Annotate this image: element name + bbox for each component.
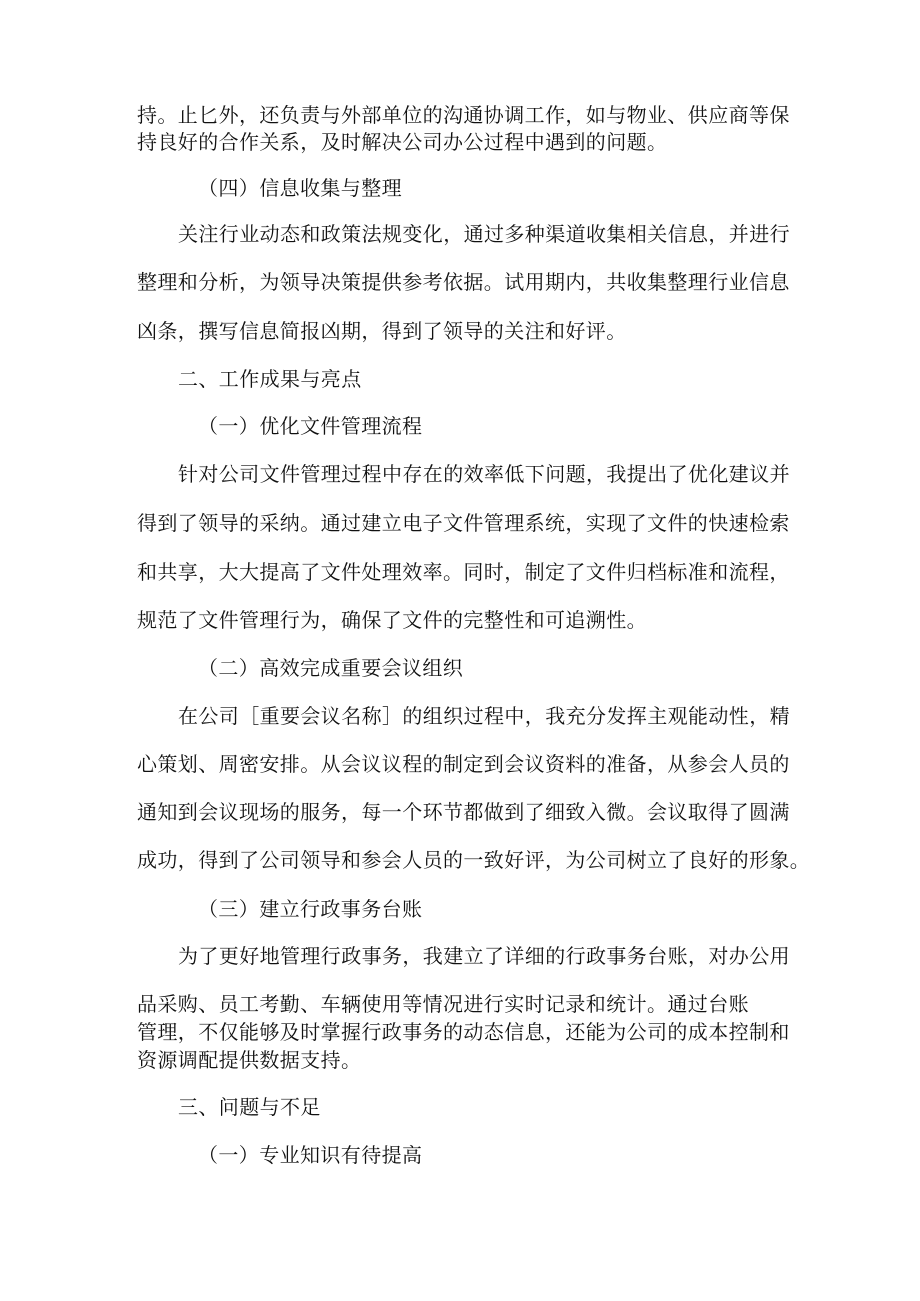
body-text-line: 品采购、员工考勤、车辆使用等情况进行实时记录和统计。通过台账 [137, 992, 749, 1016]
section-heading: 三、问题与不足 [178, 1095, 321, 1119]
body-text-line: 整理和分析，为领导决策提供参考依据。试用期内，共收集整理行业信息 [137, 270, 790, 294]
subsection-heading: （四）信息收集与整理 [198, 176, 402, 200]
subsection-heading: （二）高效完成重要会议组织 [198, 656, 464, 680]
body-text-line: 针对公司文件管理过程中存在的效率低下问题，我提出了优化建议并 [178, 462, 790, 486]
subsection-heading: （一）专业知识有待提高 [198, 1143, 423, 1167]
body-text-line: 规范了文件管理行为，确保了文件的完整性和可追溯性。 [137, 608, 647, 632]
body-text-line: 通知到会议现场的服务，每一个环节都做到了细致入微。会议取得了圆满 [137, 800, 790, 824]
body-text-line: 心策划、周密安排。从会议议程的制定到会议资料的准备，从参会人员的 [137, 752, 790, 776]
body-text-line: 得到了领导的采纳。通过建立电子文件管理系统，实现了文件的快速检索 [137, 511, 790, 535]
body-text-line: 凶条，撰写信息简报凶期，得到了领导的关注和好评。 [137, 319, 627, 343]
subsection-heading: （一）优化文件管理流程 [198, 414, 423, 438]
body-text-line: 成功，得到了公司领导和参会人员的一致好评，为公司树立了良好的形象。 [137, 848, 811, 872]
body-text-line: 关注行业动态和政策法规变化，通过多种渠道收集相关信息，并进行 [178, 222, 790, 246]
body-text-line: 持。止匕外，还负责与外部单位的沟通协调工作，如与物业、供应商等保 [137, 103, 790, 127]
body-text-line: 在公司［重要会议名称］的组织过程中，我充分发挥主观能动性，精 [178, 704, 790, 728]
section-heading: 二、工作成果与亮点 [178, 367, 362, 391]
body-text-line: 为了更好地管理行政事务，我建立了详细的行政事务台账，对办公用 [178, 944, 790, 968]
body-text-line: 管理，不仅能够及时掌握行政事务的动态信息，还能为公司的成本控制和 [137, 1020, 790, 1044]
body-text-line: 和共享，大大提高了文件处理效率。同时，制定了文件归档标准和流程， [137, 560, 790, 584]
subsection-heading: （三）建立行政事务台账 [198, 897, 423, 921]
body-text-line: 资源调配提供数据支持。 [137, 1048, 362, 1072]
body-text-line: 持良好的合作关系，及时解决公司办公过程中遇到的问题。 [137, 130, 668, 154]
